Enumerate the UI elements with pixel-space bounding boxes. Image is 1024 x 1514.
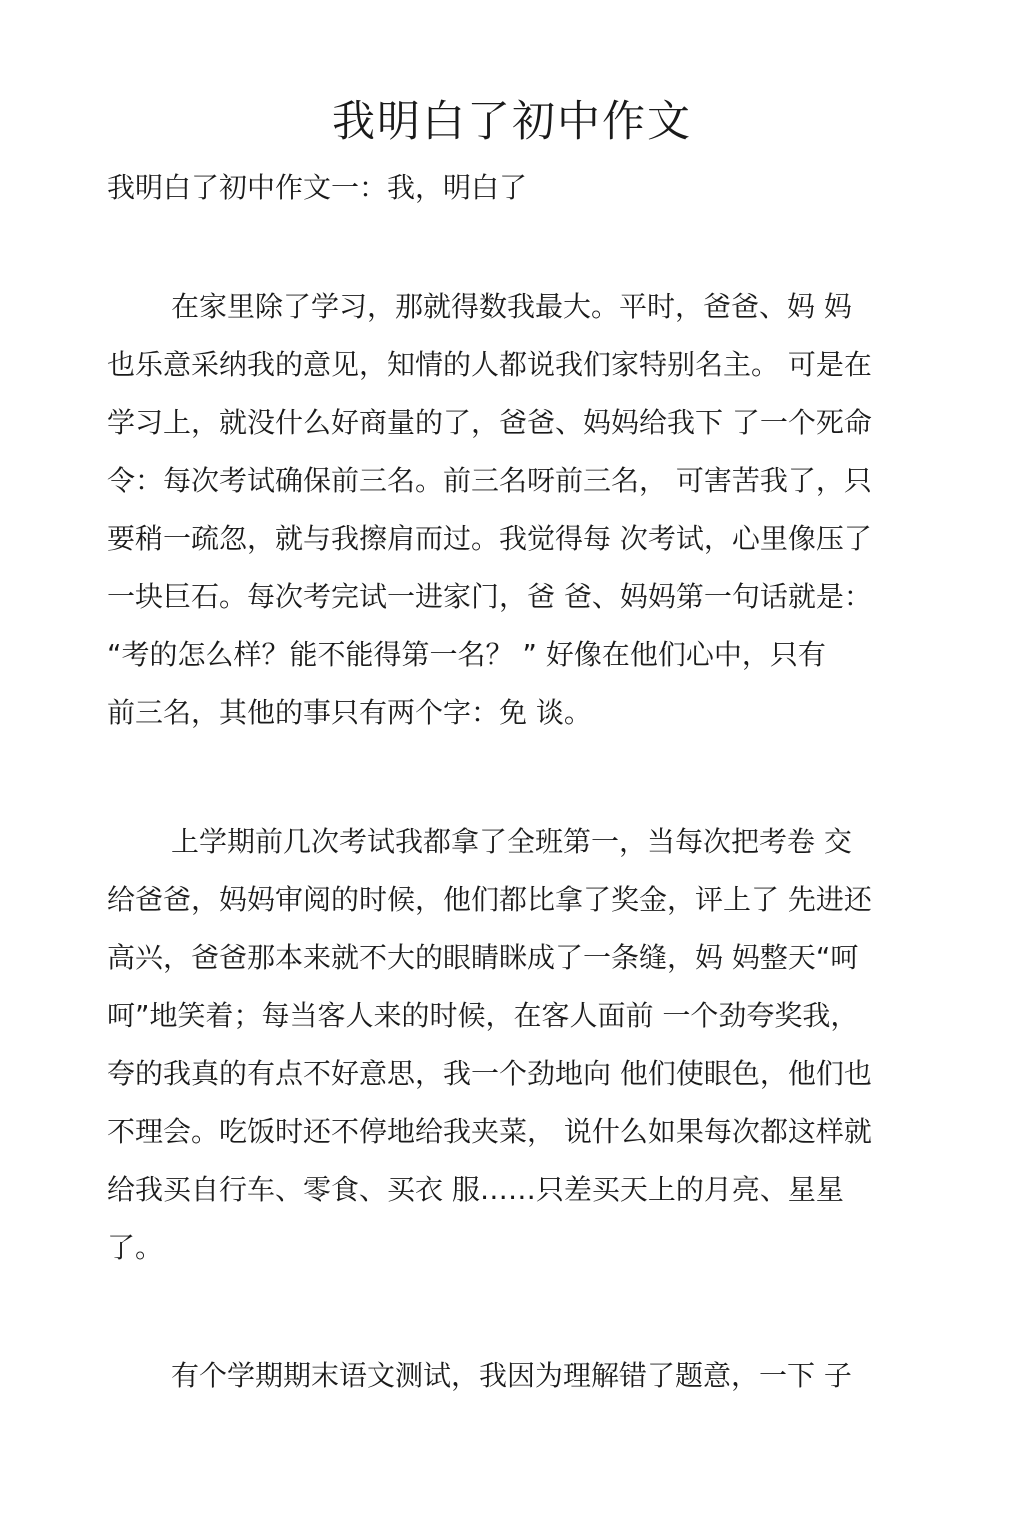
- paragraph-line: 前三名，其他的事只有两个字：免 谈。: [107, 696, 592, 729]
- paragraph-3: [107, 1347, 927, 1405]
- paragraph-line: “考的怎么样？能不能得第一名？ ” 好像在他们心中，只有: [107, 638, 826, 671]
- paragraph-1: [107, 278, 927, 742]
- paragraph-line: 夸的我真的有点不好意思，我一个劲地向 他们使眼色，他们也: [107, 1057, 872, 1090]
- document-title: 我明白了初中作文: [332, 97, 692, 147]
- paragraph-line: 给爸爸，妈妈审阅的时候，他们都比拿了奖金，评上了 先进还: [107, 883, 872, 916]
- paragraph-line: 在家里除了学习，那就得数我最大。平时，爸爸、妈 妈: [171, 290, 852, 323]
- paragraph-2: [107, 813, 927, 1277]
- paragraph-line: 要稍一疏忽，就与我擦肩而过。我觉得每 次考试，心里像压了: [107, 522, 872, 555]
- paragraph-line: 高兴，爸爸那本来就不大的眼睛眯成了一条缝，妈 妈整天“呵: [107, 941, 859, 974]
- document-subtitle: 我明白了初中作文一：我，明白了: [107, 171, 528, 204]
- paragraph-line: 有个学期期末语文测试，我因为理解错了题意，一下 子: [171, 1359, 852, 1392]
- paragraph-line: 学习上，就没什么好商量的了，爸爸、妈妈给我下 了一个死命: [107, 406, 872, 439]
- paragraph-line: 一块巨石。每次考完试一进家门，爸 爸、妈妈第一句话就是：: [107, 580, 872, 613]
- paragraph-line: 给我买自行车、零食、买衣 服……只差买天上的月亮、星星: [107, 1173, 844, 1206]
- paragraph-line: 也乐意采纳我的意见，知情的人都说我们家特别名主。 可是在: [107, 348, 872, 381]
- paragraph-line: 呵”地笑着；每当客人来的时候，在客人面前 一个劲夸奖我，: [107, 999, 859, 1032]
- paragraph-line: 令：每次考试确保前三名。前三名呀前三名， 可害苦我了，只: [107, 464, 872, 497]
- paragraph-line: 不理会。吃饭时还不停地给我夹菜， 说什么如果每次都这样就: [107, 1115, 872, 1148]
- paragraph-line: 上学期前几次考试我都拿了全班第一，当每次把考卷 交: [171, 825, 852, 858]
- paragraph-line: 了。: [107, 1231, 164, 1264]
